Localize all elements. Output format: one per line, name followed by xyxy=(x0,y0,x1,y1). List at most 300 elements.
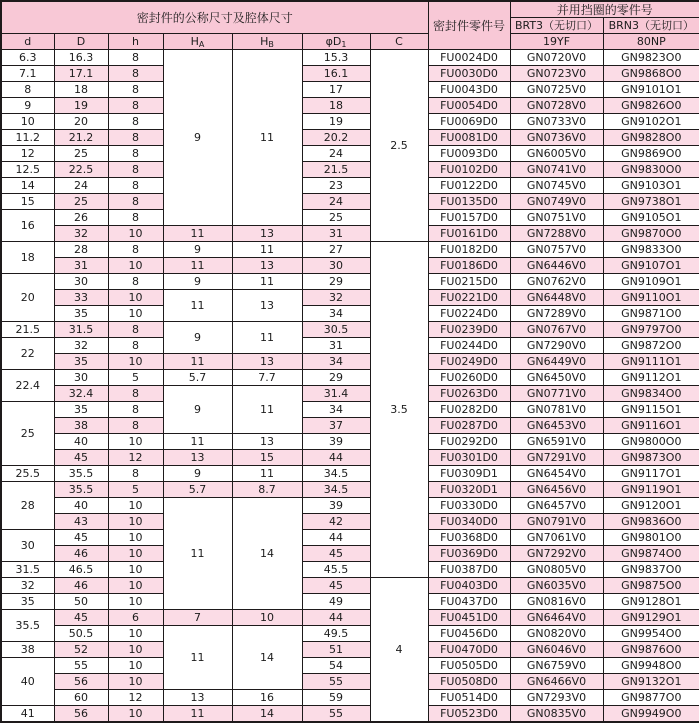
cell-HB: 13 xyxy=(232,226,302,242)
cell-h: 6 xyxy=(108,610,163,626)
table-row xyxy=(1,370,699,386)
table-row xyxy=(1,50,699,66)
table-row xyxy=(1,594,699,610)
table-row xyxy=(1,658,699,674)
cell-d: 6.3 xyxy=(1,50,54,66)
cell-gn-80np: GN9738O1 xyxy=(603,194,699,210)
cell-phiD1: 31 xyxy=(302,338,370,354)
cell-d: 32 xyxy=(1,578,54,594)
cell-HB: 7.7 xyxy=(232,370,302,386)
cell-phiD1: 54 xyxy=(302,658,370,674)
cell-gn-19yf: GN0805V0 xyxy=(510,562,603,578)
cell-seal-part-no: FU0292D0 xyxy=(428,434,510,450)
cell-D: 24 xyxy=(54,178,108,194)
cell-seal-part-no: FU0523D0 xyxy=(428,706,510,723)
table-row xyxy=(1,210,699,226)
cell-d: 8 xyxy=(1,82,54,98)
cell-HB: 14 xyxy=(232,498,302,610)
cell-phiD1: 32 xyxy=(302,290,370,306)
cell-phiD1: 30 xyxy=(302,258,370,274)
cell-phiD1: 45 xyxy=(302,578,370,594)
cell-HB: 15 xyxy=(232,450,302,466)
cell-phiD1: 51 xyxy=(302,642,370,658)
cell-d: 18 xyxy=(1,242,54,274)
cell-seal-part-no: FU0287D0 xyxy=(428,418,510,434)
cell-D: 26 xyxy=(54,210,108,226)
cell-h: 10 xyxy=(108,546,163,562)
table-row xyxy=(1,178,699,194)
header-material-80np: 80NP xyxy=(603,34,699,50)
cell-h: 10 xyxy=(108,658,163,674)
cell-phiD1: 34 xyxy=(302,354,370,370)
cell-h: 8 xyxy=(108,162,163,178)
header-col-HA: $H_A$ xyxy=(163,34,232,50)
cell-gn-80np: GN9826O0 xyxy=(603,98,699,114)
cell-gn-80np: GN9109O1 xyxy=(603,274,699,290)
cell-D: 46.5 xyxy=(54,562,108,578)
cell-gn-19yf: GN7289V0 xyxy=(510,306,603,322)
cell-seal-part-no: FU0437D0 xyxy=(428,594,510,610)
cell-C: 3.5 xyxy=(370,242,428,578)
cell-h: 8 xyxy=(108,146,163,162)
table-row xyxy=(1,194,699,210)
cell-HB: 11 xyxy=(232,386,302,434)
table-row xyxy=(1,610,699,626)
cell-gn-19yf: GN6453V0 xyxy=(510,418,603,434)
cell-gn-80np: GN9875O0 xyxy=(603,578,699,594)
cell-HB: 16 xyxy=(232,690,302,706)
cell-h: 10 xyxy=(108,434,163,450)
cell-h: 8 xyxy=(108,322,163,338)
cell-seal-part-no: FU0224D0 xyxy=(428,306,510,322)
cell-HA: 9 xyxy=(163,466,232,482)
cell-gn-80np: GN9869O0 xyxy=(603,146,699,162)
cell-seal-part-no: FU0320D1 xyxy=(428,482,510,498)
cell-seal-part-no: FU0024D0 xyxy=(428,50,510,66)
cell-seal-part-no: FU0215D0 xyxy=(428,274,510,290)
cell-D: 33 xyxy=(54,290,108,306)
cell-D: 55 xyxy=(54,658,108,674)
cell-gn-19yf: GN0736V0 xyxy=(510,130,603,146)
cell-D: 17.1 xyxy=(54,66,108,82)
cell-HA: 5.7 xyxy=(163,370,232,386)
cell-D: 28 xyxy=(54,242,108,258)
header-backup-ring-title: 并用挡圈的零件号 xyxy=(510,1,699,18)
cell-seal-part-no: FU0403D0 xyxy=(428,578,510,594)
table-row xyxy=(1,434,699,450)
cell-phiD1: 23 xyxy=(302,178,370,194)
cell-d: 30 xyxy=(1,530,54,562)
cell-seal-part-no: FU0514D0 xyxy=(428,690,510,706)
cell-gn-80np: GN9836O0 xyxy=(603,514,699,530)
cell-seal-part-no: FU0069D0 xyxy=(428,114,510,130)
cell-h: 10 xyxy=(108,706,163,723)
cell-D: 20 xyxy=(54,114,108,130)
cell-h: 8 xyxy=(108,114,163,130)
cell-gn-80np: GN9876O0 xyxy=(603,642,699,658)
table-row xyxy=(1,290,699,306)
cell-gn-80np: GN9877O0 xyxy=(603,690,699,706)
cell-d: 22 xyxy=(1,338,54,370)
cell-D: 35.5 xyxy=(54,482,108,498)
table-row xyxy=(1,466,699,482)
cell-gn-80np: GN9873O0 xyxy=(603,450,699,466)
cell-phiD1: 44 xyxy=(302,450,370,466)
cell-h: 8 xyxy=(108,66,163,82)
cell-seal-part-no: FU0043D0 xyxy=(428,82,510,98)
cell-d: 22.4 xyxy=(1,370,54,402)
table-row xyxy=(1,130,699,146)
cell-D: 35 xyxy=(54,306,108,322)
cell-HA: 9 xyxy=(163,242,232,258)
cell-seal-part-no: FU0054D0 xyxy=(428,98,510,114)
cell-d: 38 xyxy=(1,642,54,658)
cell-phiD1: 19 xyxy=(302,114,370,130)
cell-phiD1: 34 xyxy=(302,306,370,322)
cell-d: 12.5 xyxy=(1,162,54,178)
cell-HB: 11 xyxy=(232,274,302,290)
cell-phiD1: 39 xyxy=(302,498,370,514)
table-row xyxy=(1,562,699,578)
header-col-C: C xyxy=(370,34,428,50)
cell-seal-part-no: FU0122D0 xyxy=(428,178,510,194)
table-row xyxy=(1,274,699,290)
cell-d: 41 xyxy=(1,706,54,723)
cell-gn-19yf: GN0771V0 xyxy=(510,386,603,402)
cell-gn-19yf: GN0745V0 xyxy=(510,178,603,194)
cell-HB: 11 xyxy=(232,50,302,226)
cell-d: 15 xyxy=(1,194,54,210)
table-row xyxy=(1,258,699,274)
cell-phiD1: 34.5 xyxy=(302,466,370,482)
cell-seal-part-no: FU0301D0 xyxy=(428,450,510,466)
cell-HA: 11 xyxy=(163,706,232,723)
cell-HA: 11 xyxy=(163,290,232,322)
cell-gn-80np: GN9800O0 xyxy=(603,434,699,450)
cell-D: 19 xyxy=(54,98,108,114)
cell-h: 8 xyxy=(108,178,163,194)
cell-phiD1: 24 xyxy=(302,194,370,210)
cell-D: 16.3 xyxy=(54,50,108,66)
cell-h: 12 xyxy=(108,450,163,466)
cell-phiD1: 34 xyxy=(302,402,370,418)
cell-seal-part-no: FU0387D0 xyxy=(428,562,510,578)
table-row xyxy=(1,354,699,370)
cell-h: 8 xyxy=(108,50,163,66)
cell-h: 10 xyxy=(108,562,163,578)
cell-HB: 14 xyxy=(232,706,302,723)
cell-gn-19yf: GN7061V0 xyxy=(510,530,603,546)
cell-phiD1: 37 xyxy=(302,418,370,434)
cell-phiD1: 44 xyxy=(302,530,370,546)
cell-h: 5 xyxy=(108,370,163,386)
cell-phiD1: 45 xyxy=(302,546,370,562)
table-row xyxy=(1,642,699,658)
cell-seal-part-no: FU0309D1 xyxy=(428,466,510,482)
header-row-3 xyxy=(1,34,699,50)
cell-gn-19yf: GN6457V0 xyxy=(510,498,603,514)
cell-D: 38 xyxy=(54,418,108,434)
table-row xyxy=(1,450,699,466)
cell-gn-19yf: GN6759V0 xyxy=(510,658,603,674)
cell-gn-19yf: GN6448V0 xyxy=(510,290,603,306)
cell-phiD1: 49 xyxy=(302,594,370,610)
cell-seal-part-no: FU0249D0 xyxy=(428,354,510,370)
table-row xyxy=(1,226,699,242)
cell-seal-part-no: FU0369D0 xyxy=(428,546,510,562)
cell-phiD1: 20.2 xyxy=(302,130,370,146)
cell-gn-80np: GN9828O0 xyxy=(603,130,699,146)
cell-gn-19yf: GN0741V0 xyxy=(510,162,603,178)
cell-HA: 9 xyxy=(163,50,232,226)
header-col-phiD1: $\varphi D_1$ xyxy=(302,34,370,50)
cell-gn-19yf: GN7292V0 xyxy=(510,546,603,562)
header-brt3: BRT3（无切口） xyxy=(510,18,603,34)
cell-gn-80np: GN9129O1 xyxy=(603,610,699,626)
cell-h: 8 xyxy=(108,242,163,258)
cell-gn-80np: GN9119O1 xyxy=(603,482,699,498)
cell-d: 10 xyxy=(1,114,54,130)
cell-seal-part-no: FU0368D0 xyxy=(428,530,510,546)
cell-gn-19yf: GN0720V0 xyxy=(510,50,603,66)
cell-D: 43 xyxy=(54,514,108,530)
cell-h: 10 xyxy=(108,514,163,530)
cell-D: 60 xyxy=(54,690,108,706)
cell-phiD1: 59 xyxy=(302,690,370,706)
cell-gn-80np: GN9112O1 xyxy=(603,370,699,386)
table-header xyxy=(1,1,699,50)
cell-gn-80np: GN9872O0 xyxy=(603,338,699,354)
cell-phiD1: 29 xyxy=(302,370,370,386)
cell-phiD1: 25 xyxy=(302,210,370,226)
cell-gn-80np: GN9105O1 xyxy=(603,210,699,226)
cell-h: 8 xyxy=(108,386,163,402)
cell-HA: 11 xyxy=(163,626,232,690)
cell-seal-part-no: FU0282D0 xyxy=(428,402,510,418)
cell-gn-19yf: GN0820V0 xyxy=(510,626,603,642)
cell-gn-80np: GN9954O0 xyxy=(603,626,699,642)
cell-d: 35.5 xyxy=(1,610,54,642)
header-col-D: D xyxy=(54,34,108,50)
cell-gn-19yf: GN7291V0 xyxy=(510,450,603,466)
cell-seal-part-no: FU0340D0 xyxy=(428,514,510,530)
cell-HB: 13 xyxy=(232,258,302,274)
header-col-d: d xyxy=(1,34,54,50)
cell-gn-19yf: GN0728V0 xyxy=(510,98,603,114)
cell-HB: 13 xyxy=(232,434,302,450)
cell-h: 8 xyxy=(108,274,163,290)
cell-gn-19yf: GN6454V0 xyxy=(510,466,603,482)
cell-seal-part-no: FU0221D0 xyxy=(428,290,510,306)
cell-h: 8 xyxy=(108,82,163,98)
cell-HB: 14 xyxy=(232,626,302,690)
cell-phiD1: 24 xyxy=(302,146,370,162)
cell-HA: 7 xyxy=(163,610,232,626)
cell-phiD1: 29 xyxy=(302,274,370,290)
cell-D: 50 xyxy=(54,594,108,610)
cell-d: 16 xyxy=(1,210,54,242)
table-row xyxy=(1,82,699,98)
cell-h: 10 xyxy=(108,354,163,370)
cell-D: 45 xyxy=(54,610,108,626)
cell-phiD1: 15.3 xyxy=(302,50,370,66)
cell-D: 35.5 xyxy=(54,466,108,482)
cell-h: 10 xyxy=(108,626,163,642)
cell-h: 5 xyxy=(108,482,163,498)
cell-HA: 11 xyxy=(163,354,232,370)
cell-h: 10 xyxy=(108,530,163,546)
cell-C: 2.5 xyxy=(370,50,428,242)
cell-d: 40 xyxy=(1,658,54,706)
cell-seal-part-no: FU0135D0 xyxy=(428,194,510,210)
header-material-19yf: 19YF xyxy=(510,34,603,50)
cell-phiD1: 30.5 xyxy=(302,322,370,338)
cell-d: 12 xyxy=(1,146,54,162)
cell-phiD1: 18 xyxy=(302,98,370,114)
table-row xyxy=(1,242,699,258)
cell-HA: 9 xyxy=(163,386,232,434)
cell-d: 25.5 xyxy=(1,466,54,482)
header-row-1 xyxy=(1,1,699,18)
cell-h: 10 xyxy=(108,498,163,514)
cell-gn-80np: GN9948O0 xyxy=(603,658,699,674)
cell-seal-part-no: FU0081D0 xyxy=(428,130,510,146)
cell-gn-80np: GN9797O0 xyxy=(603,322,699,338)
cell-gn-80np: GN9834O0 xyxy=(603,386,699,402)
cell-gn-80np: GN9111O1 xyxy=(603,354,699,370)
table-row xyxy=(1,338,699,354)
cell-gn-19yf: GN0751V0 xyxy=(510,210,603,226)
cell-h: 8 xyxy=(108,130,163,146)
cell-HB: 13 xyxy=(232,290,302,322)
cell-gn-80np: GN9823O0 xyxy=(603,50,699,66)
cell-h: 12 xyxy=(108,690,163,706)
cell-D: 45 xyxy=(54,450,108,466)
cell-D: 52 xyxy=(54,642,108,658)
cell-gn-19yf: GN6035V0 xyxy=(510,578,603,594)
cell-d: 11.2 xyxy=(1,130,54,146)
cell-D: 35 xyxy=(54,402,108,418)
header-dimensions-title: 密封件的公称尺寸及腔体尺寸 xyxy=(1,1,428,34)
cell-h: 10 xyxy=(108,642,163,658)
cell-D: 18 xyxy=(54,82,108,98)
cell-seal-part-no: FU0505D0 xyxy=(428,658,510,674)
cell-HB: 11 xyxy=(232,242,302,258)
cell-gn-19yf: GN7293V0 xyxy=(510,690,603,706)
cell-D: 31.5 xyxy=(54,322,108,338)
cell-gn-80np: GN9120O1 xyxy=(603,498,699,514)
cell-seal-part-no: FU0093D0 xyxy=(428,146,510,162)
cell-gn-19yf: GN6456V0 xyxy=(510,482,603,498)
cell-gn-19yf: GN0749V0 xyxy=(510,194,603,210)
cell-gn-19yf: GN0781V0 xyxy=(510,402,603,418)
cell-gn-19yf: GN6046V0 xyxy=(510,642,603,658)
table-row xyxy=(1,706,699,723)
cell-gn-80np: GN9132O1 xyxy=(603,674,699,690)
cell-seal-part-no: FU0157D0 xyxy=(428,210,510,226)
cell-gn-19yf: GN6449V0 xyxy=(510,354,603,370)
cell-h: 10 xyxy=(108,594,163,610)
cell-h: 10 xyxy=(108,290,163,306)
cell-seal-part-no: FU0508D0 xyxy=(428,674,510,690)
cell-d: 9 xyxy=(1,98,54,114)
table-row xyxy=(1,578,699,594)
cell-gn-80np: GN9871O0 xyxy=(603,306,699,322)
cell-gn-80np: GN9833O0 xyxy=(603,242,699,258)
cell-d: 21.5 xyxy=(1,322,54,338)
header-seal-part-no: 密封件零件号 xyxy=(428,1,510,50)
cell-seal-part-no: FU0186D0 xyxy=(428,258,510,274)
cell-HA: 5.7 xyxy=(163,482,232,498)
cell-phiD1: 21.5 xyxy=(302,162,370,178)
cell-h: 8 xyxy=(108,210,163,226)
cell-phiD1: 31.4 xyxy=(302,386,370,402)
cell-D: 35 xyxy=(54,354,108,370)
cell-D: 30 xyxy=(54,274,108,290)
cell-gn-80np: GN9102O1 xyxy=(603,114,699,130)
cell-gn-80np: GN9101O1 xyxy=(603,82,699,98)
table-row xyxy=(1,514,699,530)
cell-gn-80np: GN9870O0 xyxy=(603,226,699,242)
cell-HB: 8.7 xyxy=(232,482,302,498)
header-brn3: BRN3（无切口） xyxy=(603,18,699,34)
cell-h: 10 xyxy=(108,306,163,322)
cell-D: 31 xyxy=(54,258,108,274)
cell-d: 35 xyxy=(1,594,54,610)
table-row xyxy=(1,162,699,178)
cell-gn-80np: GN9110O1 xyxy=(603,290,699,306)
cell-phiD1: 27 xyxy=(302,242,370,258)
cell-gn-80np: GN9949O0 xyxy=(603,706,699,723)
cell-d: 28 xyxy=(1,482,54,530)
cell-HA: 9 xyxy=(163,274,232,290)
table-body xyxy=(1,50,699,723)
cell-gn-80np: GN9801O0 xyxy=(603,530,699,546)
table-row xyxy=(1,418,699,434)
cell-gn-19yf: GN0762V0 xyxy=(510,274,603,290)
cell-gn-19yf: GN6464V0 xyxy=(510,610,603,626)
cell-D: 25 xyxy=(54,194,108,210)
cell-HA: 11 xyxy=(163,258,232,274)
cell-gn-80np: GN9868O0 xyxy=(603,66,699,82)
cell-gn-19yf: GN6446V0 xyxy=(510,258,603,274)
table-row xyxy=(1,498,699,514)
table-row xyxy=(1,402,699,418)
cell-D: 40 xyxy=(54,498,108,514)
table-row xyxy=(1,626,699,642)
cell-gn-80np: GN9117O1 xyxy=(603,466,699,482)
table-row xyxy=(1,530,699,546)
cell-phiD1: 55 xyxy=(302,674,370,690)
cell-phiD1: 45.5 xyxy=(302,562,370,578)
header-col-HB: $H_B$ xyxy=(232,34,302,50)
cell-h: 10 xyxy=(108,578,163,594)
cell-seal-part-no: FU0330D0 xyxy=(428,498,510,514)
cell-HA: 9 xyxy=(163,322,232,354)
cell-D: 32 xyxy=(54,338,108,354)
cell-seal-part-no: FU0182D0 xyxy=(428,242,510,258)
cell-gn-19yf: GN6450V0 xyxy=(510,370,603,386)
cell-gn-19yf: GN0723V0 xyxy=(510,66,603,82)
cell-HA: 13 xyxy=(163,690,232,706)
cell-gn-19yf: GN0791V0 xyxy=(510,514,603,530)
cell-phiD1: 49.5 xyxy=(302,626,370,642)
table-row xyxy=(1,114,699,130)
table-row xyxy=(1,482,699,498)
cell-seal-part-no: FU0239D0 xyxy=(428,322,510,338)
cell-seal-part-no: FU0263D0 xyxy=(428,386,510,402)
cell-h: 10 xyxy=(108,258,163,274)
